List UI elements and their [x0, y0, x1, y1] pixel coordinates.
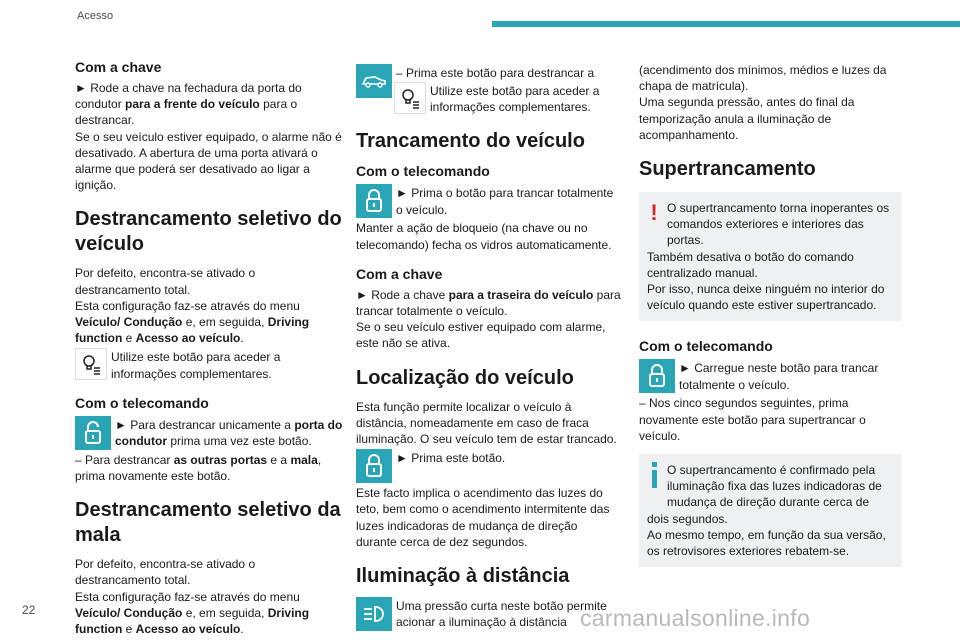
lock-padlock-icon [639, 359, 675, 393]
warning-note [639, 192, 902, 321]
heading-destrancamento-veiculo: Destrancamento seletivo do veículo [75, 208, 342, 256]
paragraph: (acendimento dos mínimos, médios e luzes da chapa de matrícula). [639, 63, 887, 94]
paragraph: Ao mesmo tempo, em função da sua versão, os retrovisores exteriores rebatem-se. [647, 527, 886, 559]
paragraph: Esta função permite localizar o veículo à distância, nomeadamente em caso de fraca iluminação. O seu veículo tem de estar trancado. [356, 399, 617, 447]
info-text: Utilize este botão para aceder a informações complementares. [430, 84, 600, 115]
heading-com-o-telecomando: Com o telecomando [639, 338, 773, 355]
car-trunk-icon [356, 64, 392, 98]
paragraph: Este facto implica o acendimento das luzes do teto, bem como o acendimento intermitente das luzes indicadoras de mudança de direção durante cerca de dez segundos. [356, 486, 610, 549]
paragraph: Por isso, nunca deixe ninguém no interior do veículo quando este estiver supertrancado. [647, 282, 885, 313]
heading-iluminacao: Iluminação à distância [356, 565, 570, 588]
heading-supertrancamento: Supertrancamento [639, 158, 816, 181]
info-text: Utilize este botão para aceder a informações complementares. [111, 350, 281, 381]
paragraph: – Para destrancar as outras portas e a mala, prima novamente este botão. [75, 452, 322, 484]
paragraph: Esta configuração faz-se através do menu Veículo/ Condução e, em seguida, Driving function e Acesso ao veículo. [75, 589, 310, 637]
info-row [75, 348, 343, 381]
headlight-icon [356, 597, 392, 631]
watermark: carmanualsonline.info [580, 605, 811, 631]
paragraph: ► Para destrancar unicamente a porta do condutor prima uma vez este botão. [115, 417, 343, 449]
paragraph: ► Prima este botão. [396, 451, 506, 466]
paragraph: Esta configuração faz-se através do menu Veículo/ Condução e, em seguida, Driving function e Acesso ao veículo. [75, 298, 310, 346]
header-title: Acesso [77, 10, 114, 22]
column-2 [356, 62, 621, 633]
remote-unlock-row [75, 416, 343, 450]
lock-padlock-icon [356, 184, 392, 218]
column-1 [75, 52, 343, 637]
heading-localizacao: Localização do veículo [356, 366, 574, 389]
heading-com-o-telecomando: Com o telecomando [75, 394, 209, 411]
heading-destrancamento-mala: Destrancamento seletivo da mala [75, 499, 341, 547]
superlock-row [639, 359, 902, 393]
unlock-padlock-icon [75, 416, 111, 450]
heading-trancamento: Trancamento do veículo [356, 130, 585, 153]
info-note [639, 454, 902, 567]
heading-com-a-chave: Com a chave [356, 265, 443, 282]
paragraph: ► Carregue neste botão para trancar totalmente o veículo. [679, 361, 879, 392]
info-i-icon [647, 462, 661, 496]
info-bulb-icon [75, 348, 107, 380]
locate-row [356, 449, 621, 483]
paragraph: Por defeito, encontra-se ativado o destrancamento total. [75, 557, 256, 588]
lock-padlock-icon [356, 449, 392, 483]
warning-exclamation-icon: ! [650, 200, 658, 226]
paragraph: Uma segunda pressão, antes do final da temporização anula a iluminação de acompanhamento. [639, 95, 855, 142]
paragraph: Também desativa o botão do comando centralizado manual. [647, 249, 854, 280]
heading-com-o-telecomando: Com o telecomando [356, 163, 490, 180]
column-3 [639, 62, 902, 577]
remote-lock-row [356, 184, 621, 218]
paragraph: – Nos cinco segundos seguintes, prima novamente este botão para supertrancar o veículo. [639, 396, 866, 443]
header-accent-bar [492, 21, 960, 27]
paragraph: Manter a ação de bloqueio (na chave ou no telecomando) fecha os vidros automaticamente. [356, 221, 612, 252]
paragraph: – Prima este botão para destrancar a [396, 66, 595, 80]
paragraph: ► Rode a chave na fechadura da porta do condutor para a frente do veículo para o destrancar. [75, 81, 302, 128]
paragraph: Se o seu veículo estiver equipado, o alarme não é desativado. A abertura de uma porta ativará o alarme que poderá ser desativado ao ligar a ignição. [75, 129, 342, 193]
heading-com-a-chave: Com a chave [75, 59, 162, 75]
paragraph: O supertrancamento torna inoperantes os comandos exteriores e interiores das portas. [667, 201, 890, 248]
paragraph: Se o seu veículo estiver equipado com alarme, este não se ativa. [356, 320, 606, 351]
paragraph: ► Rode a chave para a traseira do veículo para trancar totalmente o veículo. [356, 287, 621, 319]
paragraph: ► Prima o botão para trancar totalmente o veículo. [396, 186, 614, 217]
paragraph: Uma pressão curta neste botão permite acionar a iluminação à distância [396, 599, 607, 630]
paragraph: Por defeito, encontra-se ativado o destrancamento total. [75, 266, 256, 297]
page-number: 22 [22, 603, 36, 617]
info-row [394, 82, 621, 115]
paragraph: O supertrancamento é confirmado pela iluminação fixa das luzes indicadoras de mudança de direção durante cerca de dois segundos. [647, 463, 882, 526]
info-bulb-icon [394, 82, 426, 114]
